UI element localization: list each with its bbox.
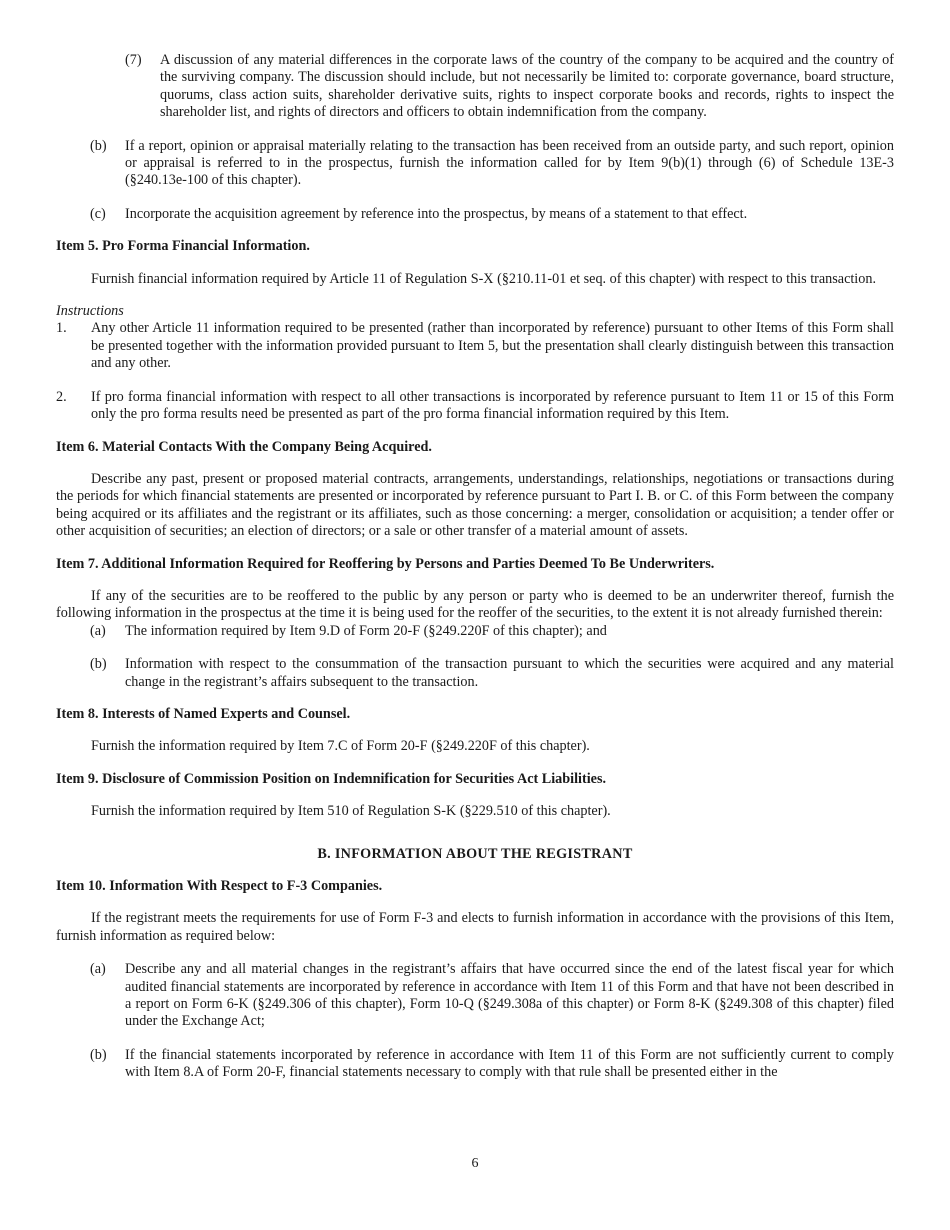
item10-body: If the registrant meets the requirements for use of Form F-3 and elects to furnish information in accordance with the provisions of this Item, furnish information as required below: (56, 910, 894, 944)
instructions-label: Instructions (56, 303, 124, 320)
item10-list-item-a (56, 961, 894, 1031)
list-marker: (7) (125, 52, 142, 68)
list-item-c-incorporate (56, 206, 894, 223)
list-item-text: If the financial statements incorporated by reference in accordance with Item 11 of this Form are not sufficiently current to comply with Item 8.A of Form 20-F, financial statements necessary to comply with that rule shall be presented either in the (125, 1046, 894, 1081)
item6-heading: Item 6. Material Contacts With the Company Being Acquired. (56, 438, 432, 455)
item7-list-item-b (56, 656, 894, 691)
list-item-sub-7 (56, 52, 894, 122)
instruction-item-2 (56, 389, 894, 424)
section-b-title: B. INFORMATION ABOUT THE REGISTRANT (317, 845, 633, 862)
item6-body: Describe any past, present or proposed material contracts, arrangements, understandings, relationships, negotiations or transactions during the periods for which financial statements are presented or incorporated by reference pursuant to Part I. B. or C. of this Form between the company being acquired or its affiliates and the registrant or its affiliates, such as those concerning: a merger, consolidation or acquisition; a tender offer or other acquisition of securities; an election of directors; or a sale or other transfer of a material amount of assets. (56, 470, 894, 540)
item5-body: Furnish financial information required by Article 11 of Regulation S-X (§210.11-01 et seq. of this chapter) with respect to this transaction. (91, 270, 876, 287)
list-marker: (c) (90, 205, 106, 222)
item8-heading: Item 8. Interests of Named Experts and Counsel. (56, 705, 351, 722)
list-marker: (b) (90, 656, 107, 673)
item9-heading: Item 9. Disclosure of Commission Position on Indemnification for Securities Act Liabilities. (56, 770, 607, 787)
list-item-text: Information with respect to the consummation of the transaction pursuant to which the securities were acquired and any material change in the registrant’s affairs subsequent to the transaction. (125, 656, 894, 690)
item5-heading: Item 5. Pro Forma Financial Information. (56, 238, 310, 255)
list-item-text: If pro forma financial information with respect to all other transactions is incorporated by reference pursuant to Item 11 or 15 of this Form only the pro forma results need be presented as part of the pro forma financial information required by this Item. (91, 388, 894, 423)
list-marker: 1. (56, 320, 67, 337)
item7-body: If any of the securities are to be reoffered to the public by any person or party who is deemed to be an underwriter thereof, furnish the following information in the prospectus at the time it is being used for the reoffer of the securities, to the extent it is not already furnished therein: (56, 587, 894, 622)
list-marker: (a) (90, 961, 106, 978)
list-item-text: Any other Article 11 information required to be presented (rather than incorporated by reference) pursuant to other Items of this Form shall be presented together with the information provided pursuant to Item 5, but the presentation shall clearly distinguish between this transaction and any other. (91, 320, 894, 372)
page-number: 6 (471, 1156, 479, 1171)
item10-heading: Item 10. Information With Respect to F-3 Companies. (56, 878, 383, 894)
list-item-text: A discussion of any material differences in the corporate laws of the country of the company to be acquired and the country of the surviving company. The discussion should include, but not necessarily be limited to: corporate governance, board structure, quorums, class action suits, shareholder derivative suits, rights to inspect corporate books and records, rights to inspect the shareholder list, and rights of directors and officers to obtain indemnification from the company. (160, 52, 894, 121)
list-item-b-report (56, 138, 894, 190)
list-marker: (b) (90, 1046, 107, 1063)
list-item-text: The information required by Item 9.D of Form 20-F (§249.220F of this chapter); and (125, 622, 607, 639)
list-marker: (b) (90, 137, 107, 154)
item9-body: Furnish the information required by Item 510 of Regulation S-K (§229.510 of this chapter). (91, 803, 611, 820)
item10-list-item-b (56, 1047, 894, 1082)
item8-body: Furnish the information required by Item 7.C of Form 20-F (§249.220F of this chapter). (91, 738, 590, 755)
list-item-text: If a report, opinion or appraisal materially relating to the transaction has been received from an outside party, and such report, opinion or appraisal is referred to in the prospectus, furnish the information called for by Item 9(b)(1) through (6) of Schedule 13E-3 (§240.13e-100 of this chapter). (125, 137, 894, 189)
item7-heading: Item 7. Additional Information Required for Reoffering by Persons and Parties Deemed To Be Underwriters. (56, 555, 715, 572)
item7-list-item-a (56, 623, 894, 640)
instruction-item-1 (56, 320, 894, 372)
list-marker: 2. (56, 388, 67, 405)
document-page (56, 52, 894, 1082)
list-item-text: Incorporate the acquisition agreement by reference into the prospectus, by means of a statement to that effect. (125, 205, 748, 222)
list-marker: (a) (90, 622, 106, 639)
list-item-text: Describe any and all material changes in the registrant’s affairs that have occurred since the end of the latest fiscal year for which audited financial statements are incorporated by reference in accordance with Item 11 of this Form and that have not been described in a report on Form 6-K (§249.306 of this chapter), Form 10-Q (§249.308a of this chapter) or Form 8-K (§249.308 of this chapter) filed under the Exchange Act; (125, 961, 894, 1030)
